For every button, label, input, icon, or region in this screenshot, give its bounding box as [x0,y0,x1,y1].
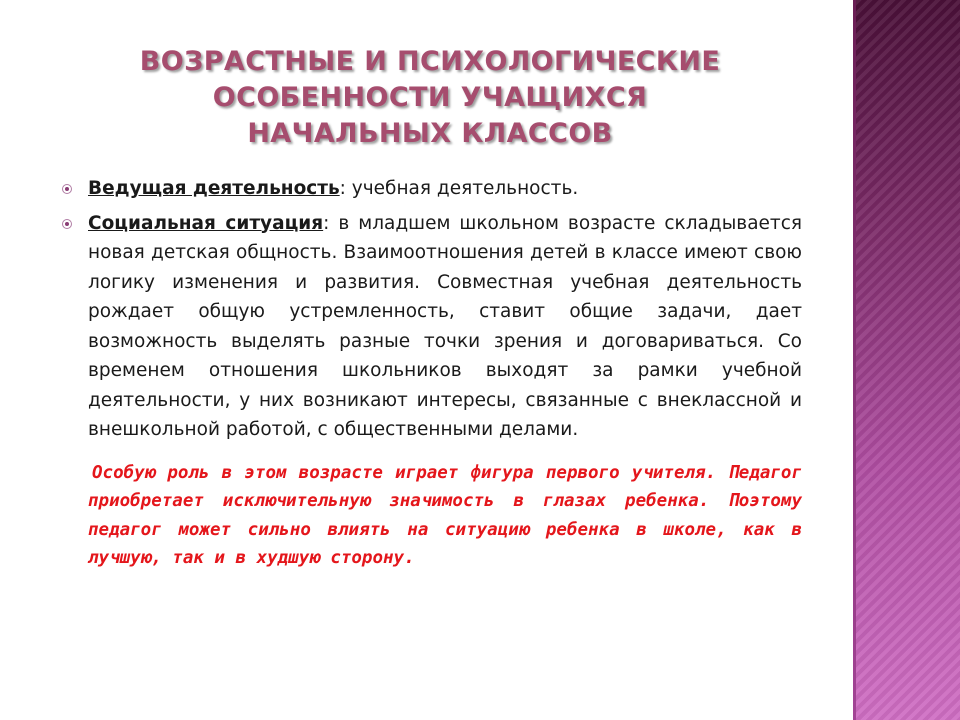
decorative-side-panel [856,0,960,720]
title-line-3: НАЧАЛЬНЫХ КЛАССОВ [247,118,613,149]
bullet-term: Социальная ситуация [88,212,324,234]
bullet-circle-icon [62,219,72,229]
bullet-text: учебная деятельность. [345,178,579,199]
bullet-separator: : [323,212,330,234]
emphasis-paragraph: Особую роль в этом возрасте играет фигура первого учителя. Педагог приобретает исключительную значимость в глазах ребенка. Поэтому педагог может сильно влиять на ситуацию ребенка в школе, как в лучшую, так и в худшую сторону. [88,462,802,568]
bullet-text: в младшем школьном возрасте складывается новая детская общность. Взаимоотношения детей в классе имеют свою логику изменения и развития. Совместная учебная деятельность рождает общую устремленность, ставит общие задачи, дает возможность выделять разные точки зрения и договариваться. Со временем отношения школьников выходят за рамки учебной деятельности, у них возникают интересы, связанные с внеклассной и внешкольной работой, с общественными делами. [88,212,802,440]
bullet-social-situation [62,209,802,445]
slide-content [62,174,802,573]
bullet-separator: : [339,178,346,199]
slide-title [110,44,750,152]
bullet-leading-activity [62,174,802,204]
title-line-2: ОСОБЕННОСТИ УЧАЩИХСЯ [212,82,648,113]
bullet-circle-icon [62,184,72,194]
title-line-1: ВОЗРАСТНЫЕ И ПСИХОЛОГИЧЕСКИЕ [139,46,721,77]
bullet-term: Ведущая деятельность [88,178,340,199]
